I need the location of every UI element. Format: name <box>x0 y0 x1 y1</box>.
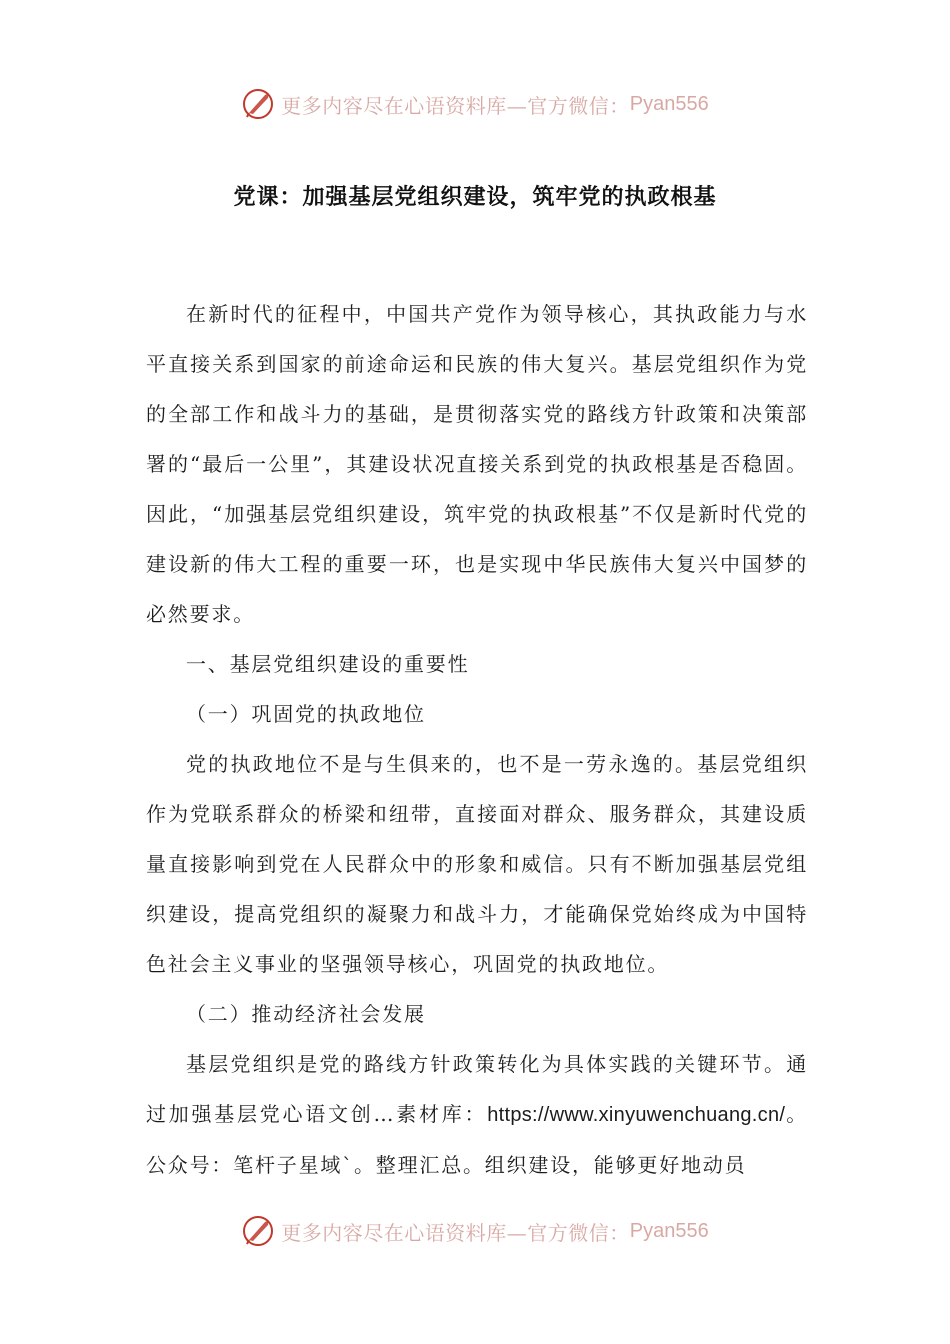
footer-watermark <box>0 1211 950 1251</box>
header-watermark <box>0 84 950 124</box>
subsection-heading-1: （一）巩固党的执政地位 <box>186 702 426 726</box>
paragraph-text-part-2: 。公众号：笔杆子星域`。整理汇总。组织建设，能够更好地动员 <box>146 1102 808 1177</box>
quill-pen-logo-icon <box>241 1214 275 1248</box>
quill-pen-logo-icon <box>241 87 275 121</box>
watermark-wechat-id: Pyan556 <box>629 1219 709 1242</box>
document-title: 党课：加强基层党组织建设，筑牢党的执政根基 <box>233 184 717 210</box>
paragraph-ruling-status: 党的执政地位不是与生俱来的，也不是一劳永逸的。基层党组织作为党联系群众的桥梁和纽带，直接面对群众、服务群众，其建设质量直接影响到党在人民群众中的形象和威信。只有不断加强基层党组织建设，提高党组织的凝聚力和战斗力，才能确保党始终成为中国特色社会主义事业的坚强领导核心，巩固党的执政地位。 <box>146 752 808 976</box>
source-url-link[interactable]: https://www.xinyuwenchuang.cn/ <box>487 1104 786 1126</box>
document-body <box>146 289 808 1190</box>
watermark-wechat-id: Pyan556 <box>629 92 709 115</box>
watermark-text: 更多内容尽在心语资料库—官方微信： <box>281 93 630 118</box>
section-heading-1: 一、基层党组织建设的重要性 <box>186 652 470 676</box>
subsection-heading-2: （二）推动经济社会发展 <box>186 1002 426 1026</box>
paragraph-text-part-1: 基层党组织是党的路线方针政策转化为具体实践的关键环节。通过加强基层党心语文创…素材库： <box>146 1052 808 1126</box>
paragraph-economic-development <box>146 1039 808 1190</box>
paragraph-intro: 在新时代的征程中，中国共产党作为领导核心，其执政能力与水平直接关系到国家的前途命运和民族的伟大复兴。基层党组织作为党的全部工作和战斗力的基础，是贯彻落实党的路线方针政策和决策部署的“最后一公里”，其建设状况直接关系到党的执政根基是否稳固。因此，“加强基层党组织建设，筑牢党的执政根基”不仅是新时代党的建设新的伟大工程的重要一环，也是实现中华民族伟大复兴中国梦的必然要求。 <box>146 302 808 626</box>
watermark-text: 更多内容尽在心语资料库—官方微信： <box>281 1220 630 1245</box>
